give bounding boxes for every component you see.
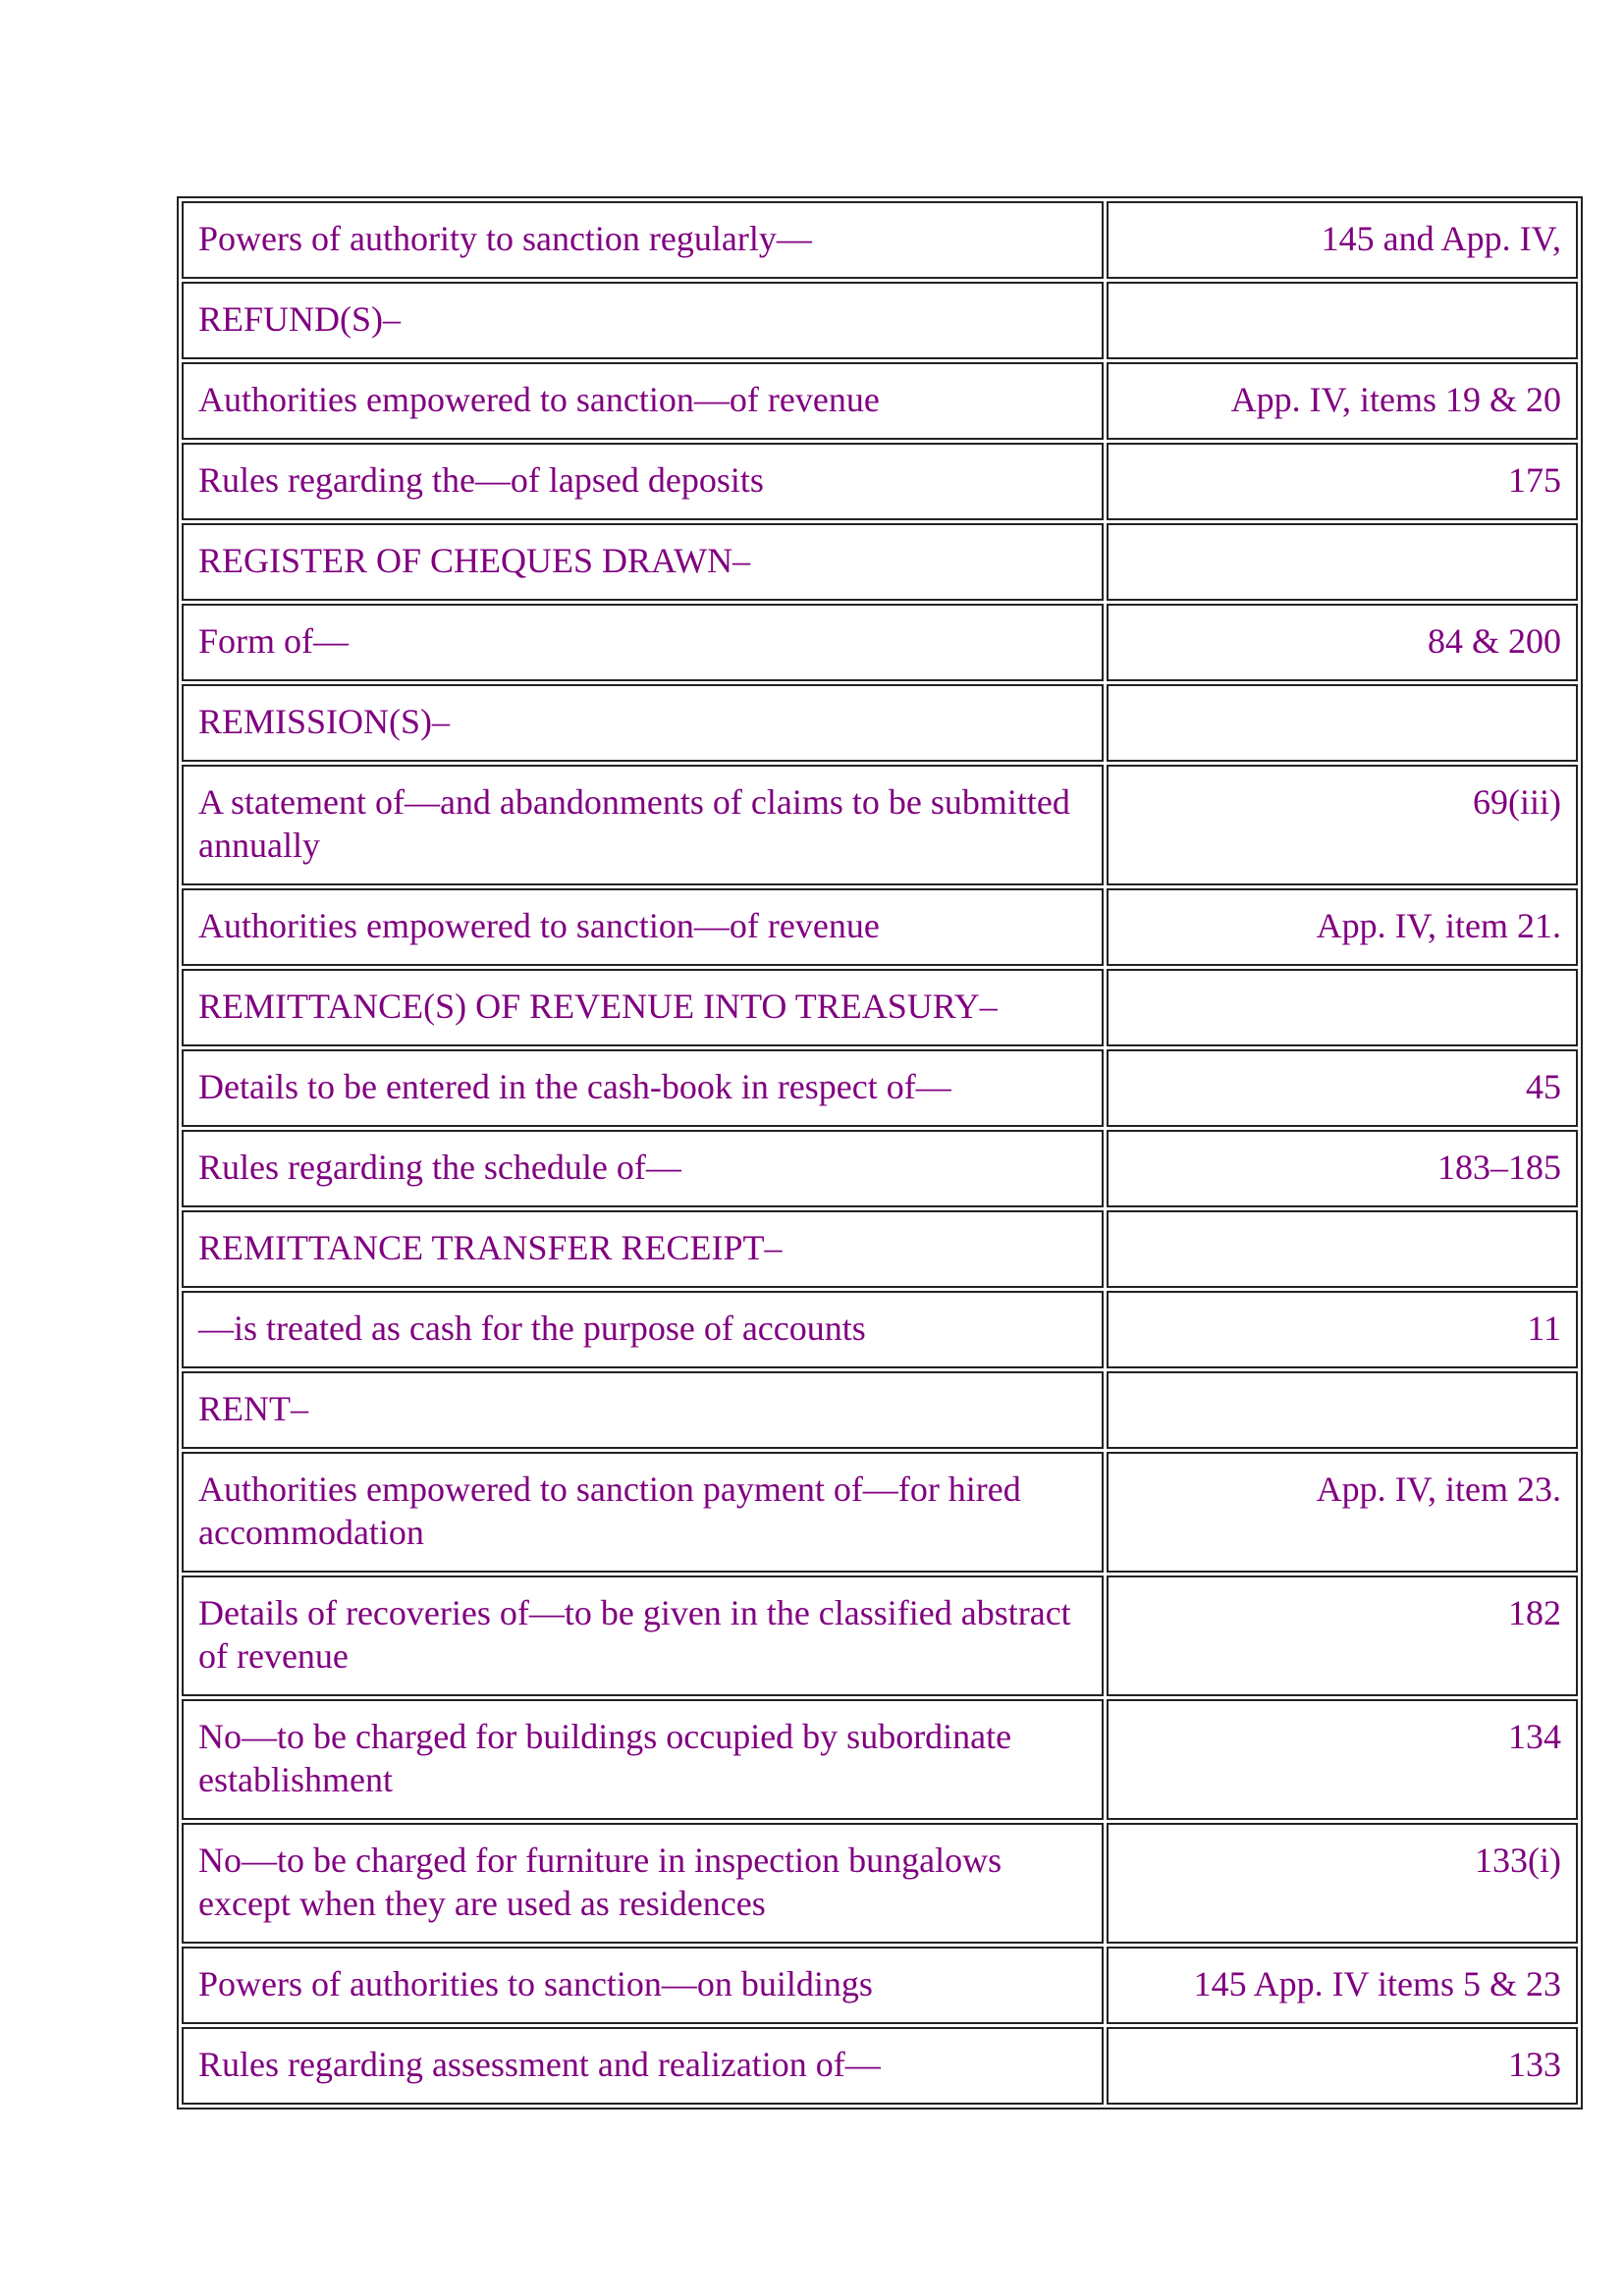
index-reference-cell: 183–185	[1107, 1130, 1578, 1207]
index-subject-cell: —is treated as cash for the purpose of accounts	[182, 1291, 1104, 1368]
index-reference-cell: 134	[1107, 1699, 1578, 1820]
index-reference-cell	[1107, 969, 1578, 1046]
index-subject-cell: REGISTER OF CHEQUES DRAWN–	[182, 523, 1104, 601]
table-row	[182, 362, 1578, 440]
table-row	[182, 765, 1578, 885]
index-subject-cell: REMITTANCE(S) OF REVENUE INTO TREASURY–	[182, 969, 1104, 1046]
table-row	[182, 1130, 1578, 1207]
index-reference-cell: 45	[1107, 1049, 1578, 1127]
index-reference-cell: 175	[1107, 443, 1578, 520]
index-subject-cell: Rules regarding assessment and realization of—	[182, 2027, 1104, 2105]
index-subject-cell: Rules regarding the—of lapsed deposits	[182, 443, 1104, 520]
table-row	[182, 1210, 1578, 1288]
table-row	[182, 1699, 1578, 1820]
table-row	[182, 523, 1578, 601]
index-reference-cell: 133(i)	[1107, 1823, 1578, 1944]
index-subject-cell: REFUND(S)–	[182, 282, 1104, 359]
index-reference-cell: App. IV, item 21.	[1107, 888, 1578, 966]
index-subject-cell: A statement of—and abandonments of claims to be submitted annually	[182, 765, 1104, 885]
index-table	[177, 196, 1583, 2109]
index-subject-cell: Details of recoveries of—to be given in the classified abstract of revenue	[182, 1575, 1104, 1696]
index-subject-cell: Authorities empowered to sanction—of revenue	[182, 362, 1104, 440]
index-subject-cell: RENT–	[182, 1371, 1104, 1449]
index-reference-cell: 69(iii)	[1107, 765, 1578, 885]
table-row	[182, 969, 1578, 1046]
index-reference-cell	[1107, 1210, 1578, 1288]
index-reference-cell	[1107, 684, 1578, 762]
index-reference-cell	[1107, 1371, 1578, 1449]
table-row	[182, 2027, 1578, 2105]
index-reference-cell: App. IV, items 19 & 20	[1107, 362, 1578, 440]
index-subject-cell: No—to be charged for buildings occupied by subordinate establishment	[182, 1699, 1104, 1820]
index-subject-cell: Rules regarding the schedule of—	[182, 1130, 1104, 1207]
index-reference-cell: 182	[1107, 1575, 1578, 1696]
index-subject-cell: REMITTANCE TRANSFER RECEIPT–	[182, 1210, 1104, 1288]
index-subject-cell: Details to be entered in the cash-book in respect of—	[182, 1049, 1104, 1127]
index-subject-cell: Form of—	[182, 604, 1104, 681]
table-row	[182, 1947, 1578, 2024]
index-subject-cell: REMISSION(S)–	[182, 684, 1104, 762]
index-reference-cell	[1107, 282, 1578, 359]
index-reference-cell	[1107, 523, 1578, 601]
table-row	[182, 1452, 1578, 1573]
index-reference-cell: 145 App. IV items 5 & 23	[1107, 1947, 1578, 2024]
table-row	[182, 1823, 1578, 1944]
table-row	[182, 1575, 1578, 1696]
index-subject-cell: No—to be charged for furniture in inspection bungalows except when they are used as residences	[182, 1823, 1104, 1944]
table-row	[182, 1371, 1578, 1449]
table-row	[182, 282, 1578, 359]
table-row	[182, 443, 1578, 520]
index-subject-cell: Authorities empowered to sanction payment of—for hired accommodation	[182, 1452, 1104, 1573]
table-row	[182, 684, 1578, 762]
index-reference-cell: 11	[1107, 1291, 1578, 1368]
index-reference-cell: 145 and App. IV,	[1107, 201, 1578, 279]
index-subject-cell: Powers of authority to sanction regularly—	[182, 201, 1104, 279]
table-row	[182, 604, 1578, 681]
index-reference-cell: 84 & 200	[1107, 604, 1578, 681]
index-reference-cell: 133	[1107, 2027, 1578, 2105]
table-row	[182, 888, 1578, 966]
table-row	[182, 1049, 1578, 1127]
index-subject-cell: Powers of authorities to sanction—on buildings	[182, 1947, 1104, 2024]
table-row	[182, 1291, 1578, 1368]
index-subject-cell: Authorities empowered to sanction—of revenue	[182, 888, 1104, 966]
table-row	[182, 201, 1578, 279]
index-table-body	[182, 201, 1578, 2105]
index-reference-cell: App. IV, item 23.	[1107, 1452, 1578, 1573]
